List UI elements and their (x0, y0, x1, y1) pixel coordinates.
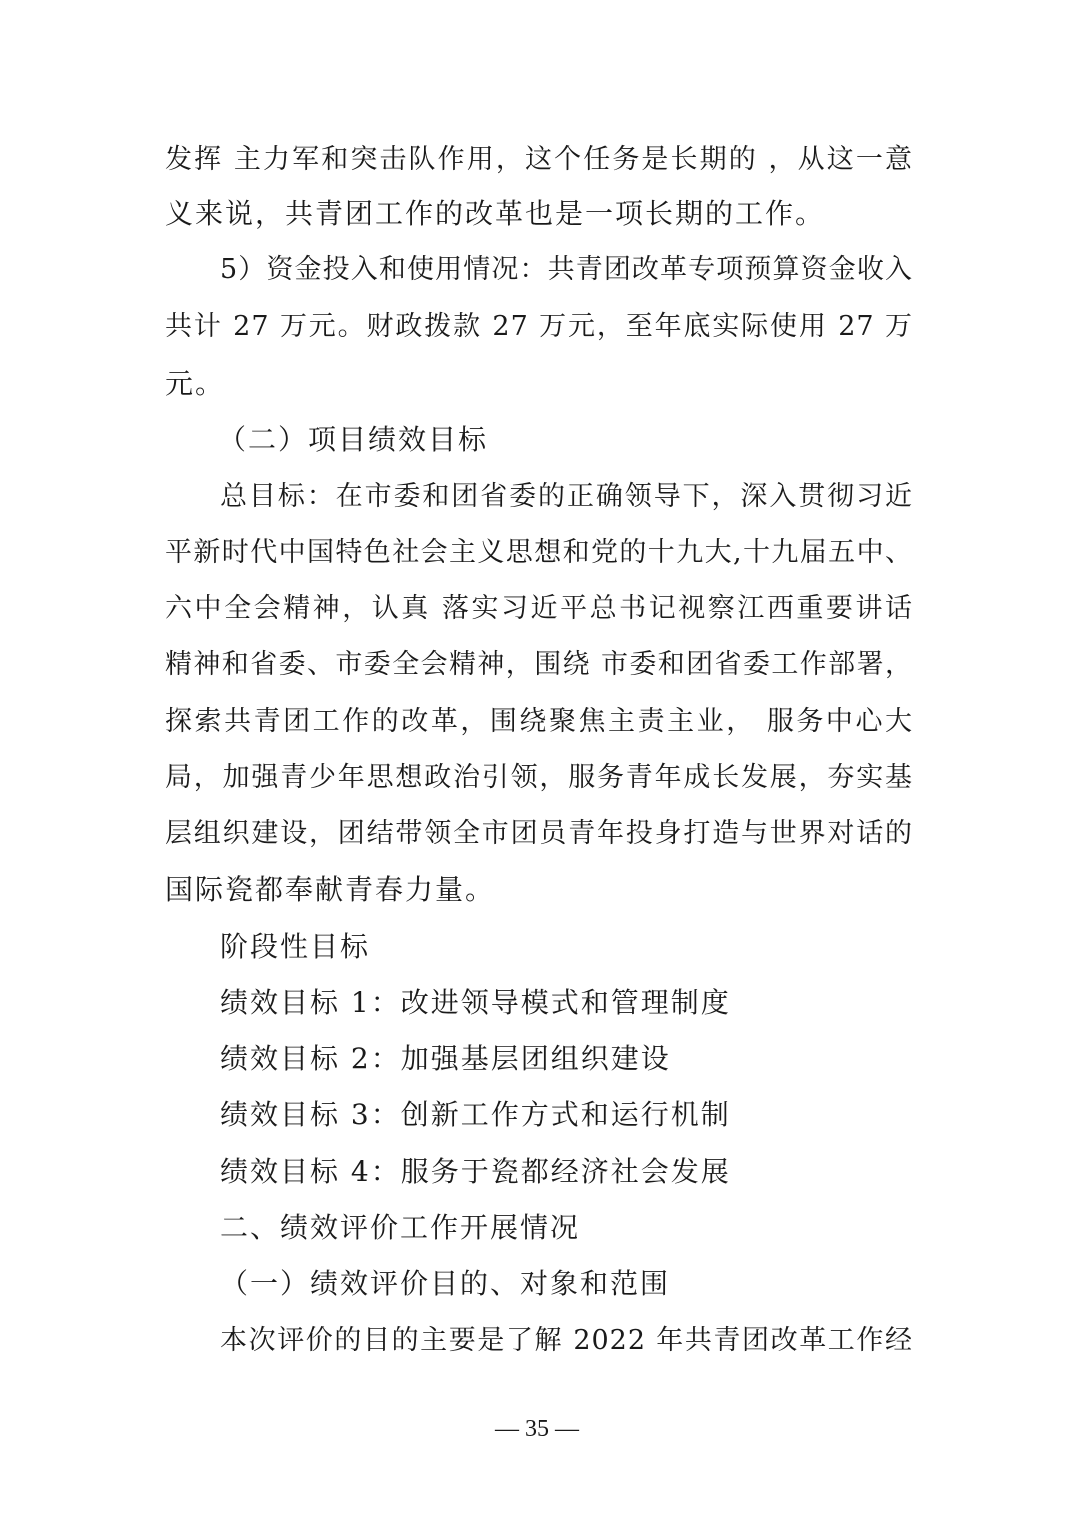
text-line-3: 5）资金投入和使用情况：共青团改革专项预算资金收入 (220, 254, 913, 285)
goal-item-3: 绩效目标 3：创新工作方式和运行机制 (220, 1098, 731, 1131)
stage-goals-heading: 阶段性目标 (220, 930, 371, 963)
text-line-8: 平新时代中国特色社会主义思想和党的十九大,十九届五中、 (165, 537, 913, 568)
text-line-10: 精神和省委、市委全会精神，围绕 市委和团省委工作部署， (165, 649, 913, 680)
text-line-11: 探索共青团工作的改革，围绕聚焦主责主业， 服务中心大 (165, 706, 913, 737)
text-line-9: 六中全会精神，认真 落实习近平总书记视察江西重要讲话 (165, 593, 913, 624)
text-line-4: 共计 27 万元。财政拨款 27 万元，至年底实际使用 27 万 (165, 311, 913, 342)
section-heading-evaluation: 二、绩效评价工作开展情况 (220, 1211, 581, 1244)
subsection-heading-purpose: （一）绩效评价目的、对象和范围 (220, 1267, 671, 1300)
text-line-13: 层组织建设，团结带领全市团员青年投身打造与世界对话的 (165, 818, 913, 849)
goal-item-4: 绩效目标 4：服务于瓷都经济社会发展 (220, 1155, 731, 1188)
section-heading-project-goals: （二）项目绩效目标 (218, 423, 489, 456)
text-line-7: 总目标：在市委和团省委的正确领导下，深入贯彻习近 (220, 481, 913, 512)
text-line-2: 义来说，共青团工作的改革也是一项长期的工作。 (165, 197, 826, 230)
text-line-12: 局，加强青少年思想政治引领，服务青年成长发展，夯实基 (165, 762, 913, 793)
page-number: — 35 — (495, 1416, 579, 1442)
goal-item-2: 绩效目标 2：加强基层团组织建设 (220, 1042, 671, 1075)
text-line-14: 国际瓷都奉献青春力量。 (165, 873, 496, 906)
text-line-5: 元。 (165, 367, 226, 400)
goal-item-1: 绩效目标 1：改进领导模式和管理制度 (220, 986, 731, 1019)
text-line-22: 本次评价的目的主要是了解 2022 年共青团改革工作经 (220, 1325, 913, 1356)
text-line-1: 发挥 主力军和突击队作用，这个任务是长期的 ，从这一意 (165, 144, 913, 175)
